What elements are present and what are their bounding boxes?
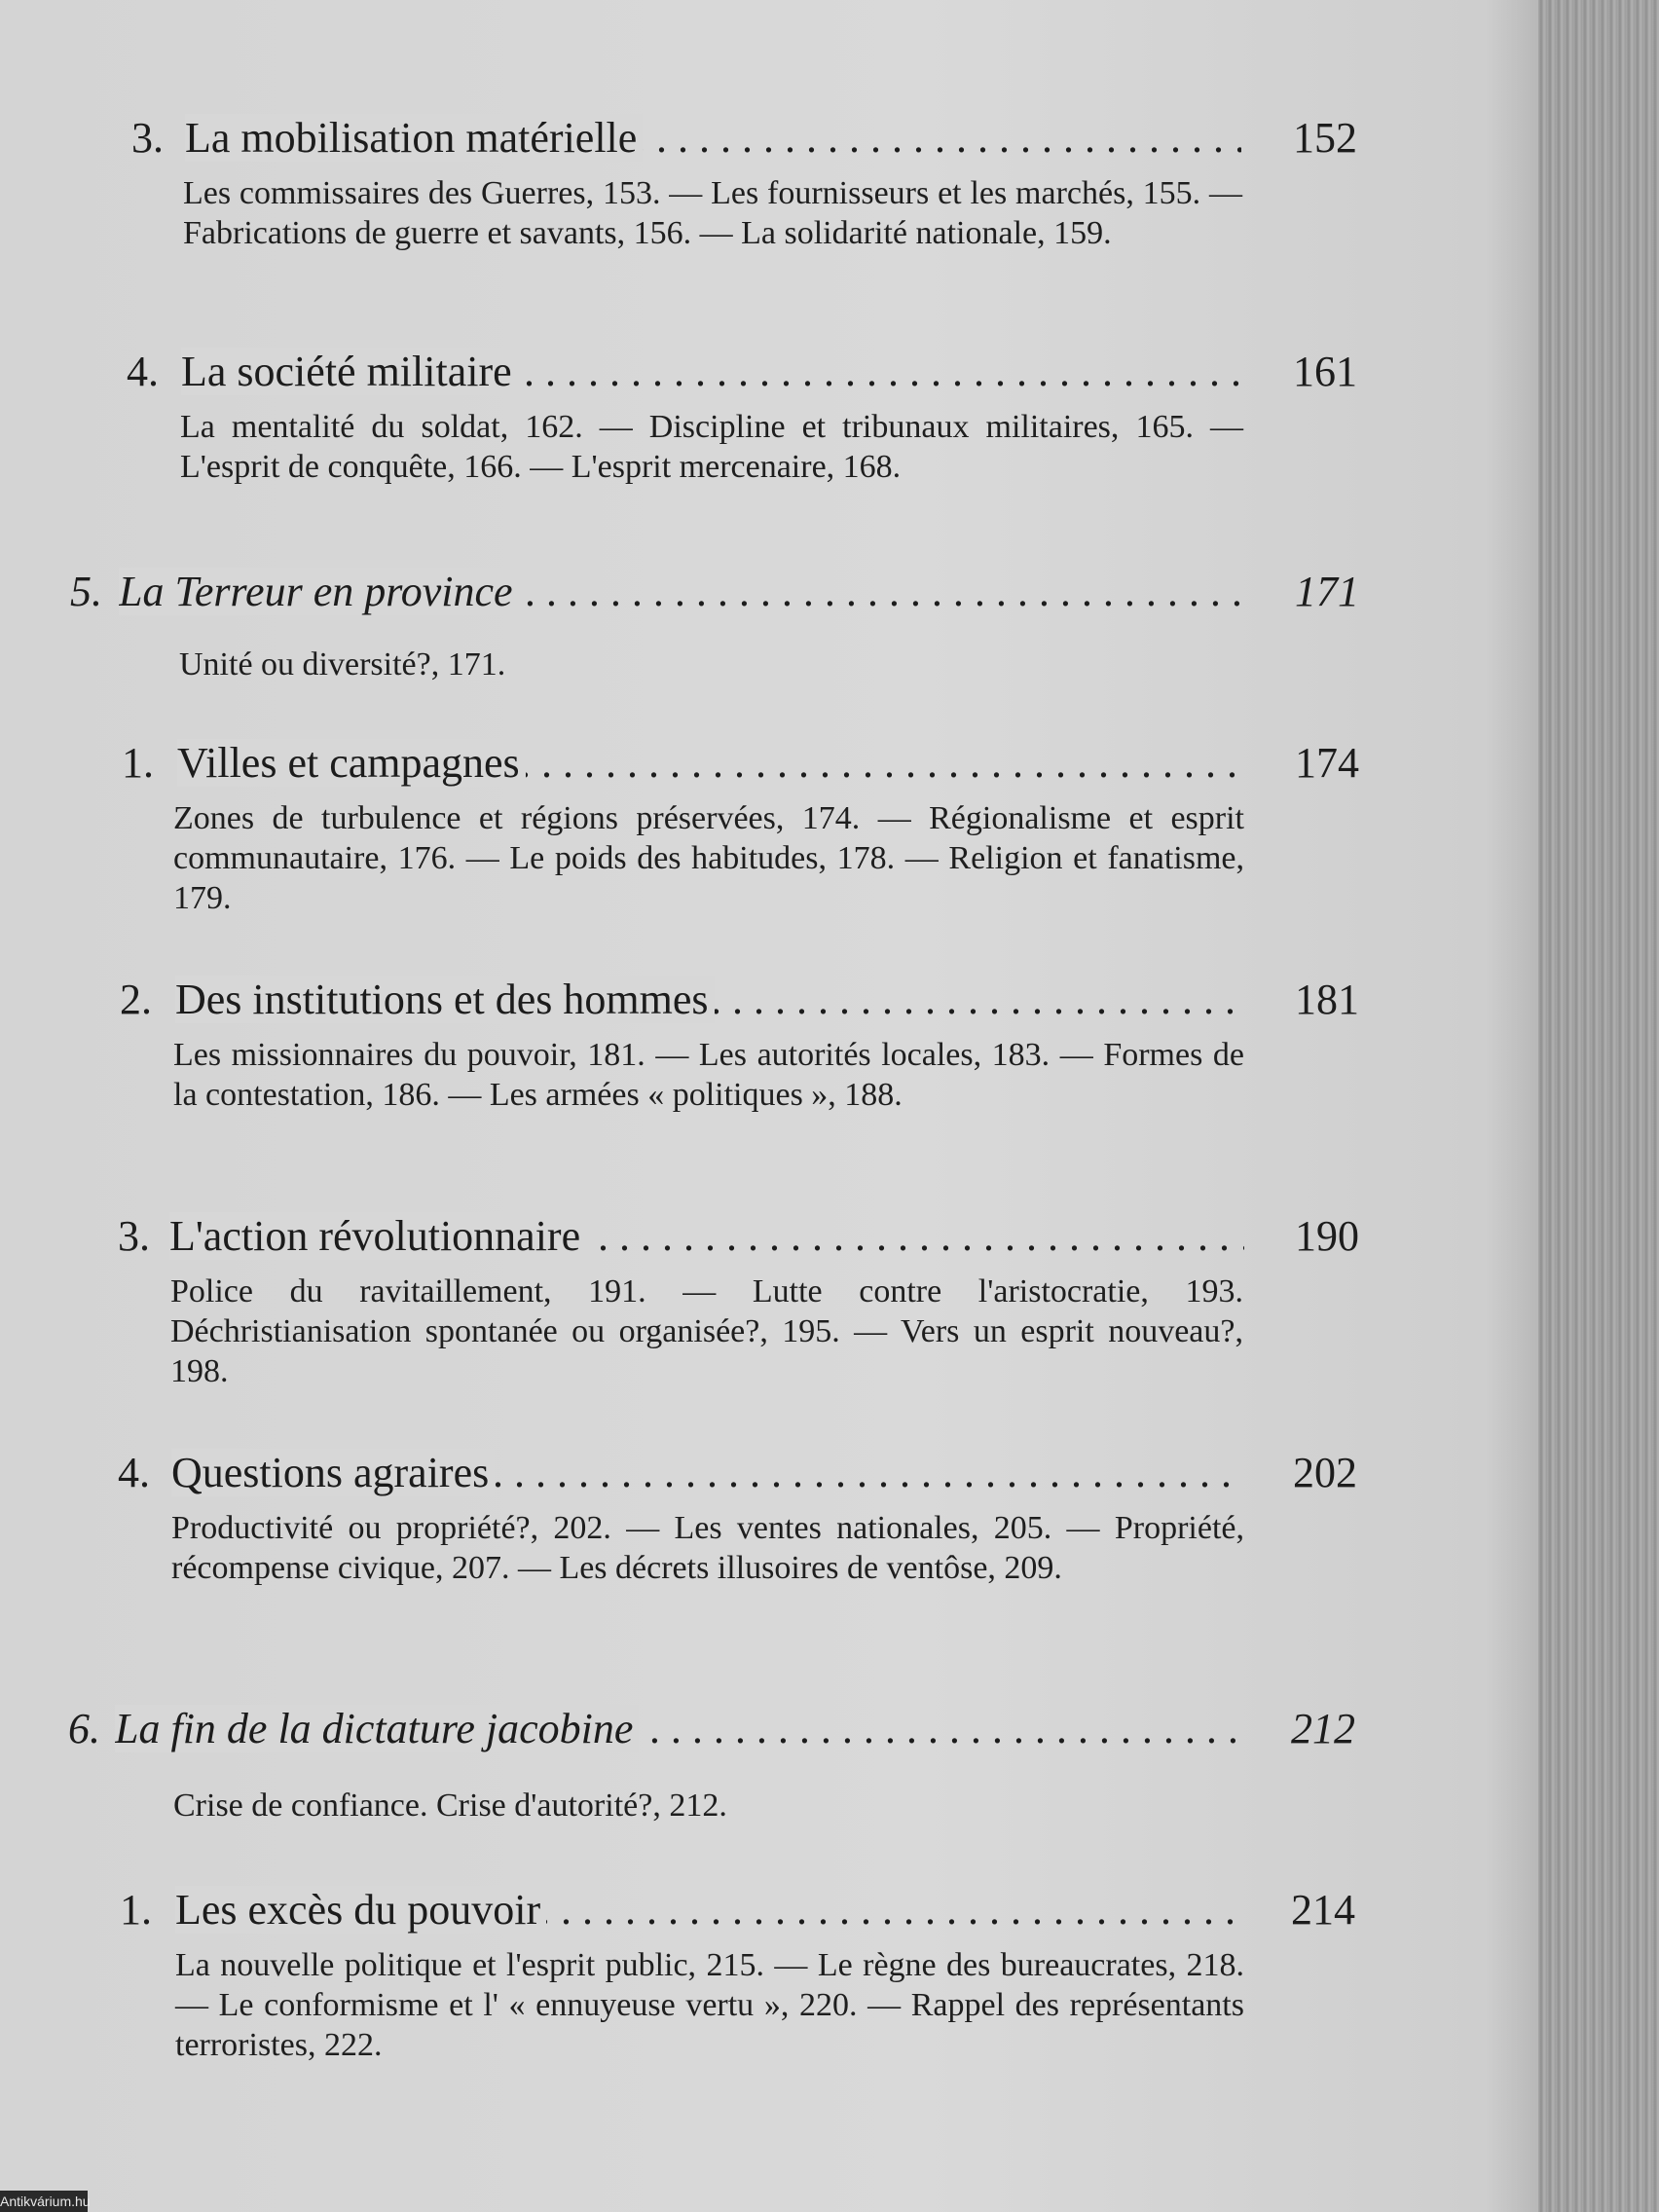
entry-number: 4. <box>127 348 159 395</box>
entry-number: 4. <box>118 1449 150 1496</box>
entry-title: La société militaire . . . <box>181 341 1242 403</box>
entry-number: 6. <box>68 1705 100 1752</box>
entry-page: 212 <box>1291 1705 1355 1752</box>
entry-page: 181 <box>1295 976 1359 1023</box>
entry-summary: Police du ravitaillement, 191. — Lutte contre l'aristocratie, 193. Déchristianisation spontanée ou organisée?, 195. — Vers un esprit nouveau?, 198. <box>170 1273 1243 1389</box>
entry-number: 1. <box>122 739 154 787</box>
entry-summary: La nouvelle politique et l'esprit public, 215. — Le règne des bureaucrates, 218. — Le conformisme et l' « ennuyeuse vertu », 220. — Rappel des représentants terroristes, 222. <box>175 1947 1244 2063</box>
entry-title: Les excès du pouvoir . . . <box>175 1879 1242 1941</box>
entry-summary: Productivité ou propriété?, 202. — Les ventes nationales, 205. — Propriété, récompense civique, 207. — Les décrets illusoires de ventôse, 209. <box>171 1510 1244 1586</box>
entry-page: 171 <box>1295 568 1359 615</box>
entry-summary: Zones de turbulence et régions préservées, 174. — Régionalisme et esprit communautaire, 176. — Le poids des habitudes, 178. — Religion et fanatisme, 179. <box>173 800 1244 916</box>
entry-summary: Crise de confiance. Crise d'autorité?, 212. <box>173 1788 727 1824</box>
watermark-footer: Antikvárium.hu <box>0 2191 88 2212</box>
entry-summary: Les commissaires des Guerres, 153. — Les fournisseurs et les marchés, 155. — Fabrications de guerre et savants, 156. — La solidarité nationale, 159. <box>183 175 1242 251</box>
entry-summary: Les missionnaires du pouvoir, 181. — Les autorités locales, 183. — Formes de la contestation, 186. — Les armées « politiques », 188. <box>173 1037 1244 1113</box>
entry-title: Des institutions et des hommes . . . <box>175 969 1244 1031</box>
page-edges <box>1538 0 1659 2212</box>
entry-number: 3. <box>131 114 164 162</box>
entry-title: La fin de la dictature jacobine . . . <box>115 1698 1242 1760</box>
entry-number: 5. <box>70 568 102 615</box>
entry-title: Questions agraires . . . <box>171 1442 1244 1504</box>
entry-number: 1. <box>120 1886 152 1934</box>
entry-page: 174 <box>1295 739 1359 787</box>
entry-page: 190 <box>1295 1212 1359 1260</box>
entry-title: La Terreur en province . . . <box>119 561 1244 623</box>
entry-page: 161 <box>1293 348 1357 395</box>
entry-title: L'action révolutionnaire . . . <box>169 1205 1244 1268</box>
entry-number: 2. <box>120 976 152 1023</box>
entry-page: 214 <box>1291 1886 1355 1934</box>
entry-number: 3. <box>118 1212 150 1260</box>
entry-title: La mobilisation matérielle . . . <box>185 107 1241 169</box>
entry-summary: Unité ou diversité?, 171. <box>179 646 506 682</box>
entry-page: 152 <box>1293 114 1357 162</box>
entry-title: Villes et campagnes . . . <box>177 732 1244 794</box>
entry-page: 202 <box>1293 1449 1357 1496</box>
entry-summary: La mentalité du soldat, 162. — Discipline et tribunaux militaires, 165. — L'esprit de conquête, 166. — L'esprit mercenaire, 168. <box>180 409 1243 485</box>
